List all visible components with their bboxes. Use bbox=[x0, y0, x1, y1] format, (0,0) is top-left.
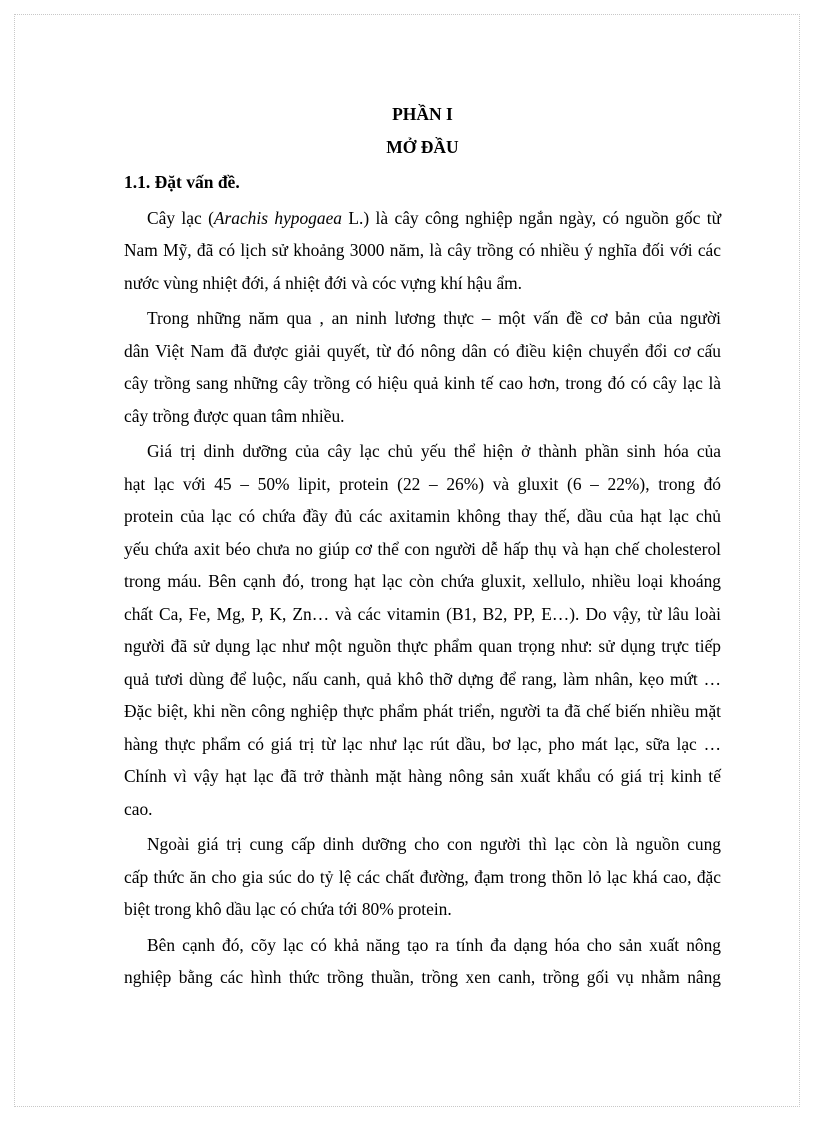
paragraph-4-line-2: cấp thức ăn cho gia súc do tỷ lệ các chất đường, đạm trong thõn lỏ lạc khá cao, đặc bbox=[124, 866, 721, 887]
paragraph-3-line-6: chất Ca, Fe, Mg, P, K, Zn… và các vitamin (B1, B2, PP, E…). Do vậy, từ lâu loài bbox=[124, 603, 721, 624]
text-run: Cây lạc ( bbox=[147, 207, 214, 228]
paragraph-5 bbox=[124, 929, 721, 994]
paragraph-2 bbox=[124, 302, 721, 432]
paragraph-3-line-9: Đặc biệt, khi nền công nghiệp thực phẩm phát triển, người ta đã chế biến nhiều mặt bbox=[124, 701, 721, 721]
paragraph-3-line-4: yếu chứa axit béo chưa no giúp cơ thể con người dễ hấp thụ và hạn chế cholesterol bbox=[124, 538, 721, 559]
paragraph-2-line-2: dân Việt Nam đã được giải quyết, từ đó nông dân có điều kiện chuyển đổi cơ cấu bbox=[124, 340, 721, 361]
paragraph-3-line-3: protein của lạc có chứa đầy đủ các axitamin không thay thế, dầu của hạt lạc chủ bbox=[124, 506, 721, 526]
paragraph-1 bbox=[124, 202, 721, 300]
section-heading: 1.1. Đặt vấn đề. bbox=[124, 172, 240, 192]
chapter-title: MỞ ĐẦU bbox=[386, 136, 459, 157]
paragraph-1-line-3: nước vùng nhiệt đới, á nhiệt đới và cóc vựng khí hậu ẩm. bbox=[124, 272, 523, 293]
scientific-name: Arachis hypogaea bbox=[213, 207, 342, 228]
paragraph-5-line-1: Bên cạnh đó, cõy lạc có khả năng tạo ra tính đa dạng hóa cho sản xuất nông bbox=[147, 934, 721, 955]
paragraph-3-line-7: người đã sử dụng lạc như một nguồn thực phẩm quan trọng như: sử dụng trực tiếp bbox=[124, 636, 721, 656]
paragraph-3-line-12: cao. bbox=[124, 798, 153, 819]
paragraph-4 bbox=[124, 828, 721, 926]
paragraph-1-line-2: Nam Mỹ, đã có lịch sử khoảng 3000 năm, là cây trồng có nhiều ý nghĩa đối với các bbox=[124, 240, 721, 260]
paragraph-4-line-1: Ngoài giá trị cung cấp dinh dưỡng cho con người thì lạc còn là nguồn cung bbox=[147, 834, 721, 854]
paragraph-3 bbox=[124, 435, 721, 825]
paragraph-3-line-1: Giá trị dinh dưỡng của cây lạc chủ yếu thể hiện ở thành phần sinh hóa của bbox=[147, 441, 721, 461]
paragraph-3-line-2: hạt lạc với 45 – 50% lipit, protein (22 – 26%) và gluxit (6 – 22%), trong đó bbox=[124, 473, 721, 494]
paragraph-2-line-1: Trong những năm qua , an ninh lương thực – một vấn đề cơ bản của người bbox=[147, 308, 721, 328]
text-run: L.) là cây công nghiệp ngắn ngày, có nguồn gốc từ bbox=[341, 207, 721, 228]
paragraph-1-line-1 bbox=[124, 202, 721, 235]
paragraph-2-line-4: cây trồng được quan tâm nhiều. bbox=[124, 405, 345, 426]
paragraph-3-line-11: Chính vì vậy hạt lạc đã trở thành mặt hàng nông sản xuất khẩu có giá trị kinh tế bbox=[124, 766, 721, 786]
document-body bbox=[124, 98, 721, 994]
part-heading: PHẦN I bbox=[392, 104, 453, 124]
paragraph-4-line-3: biệt trong khô dầu lạc có chứa tới 80% protein. bbox=[124, 899, 452, 919]
paragraph-3-line-8: quả tươi dùng để luộc, nấu canh, quả khô thỡ dựng để rang, làm nhân, kẹo mứt … bbox=[124, 668, 721, 689]
paragraph-3-line-5: trong máu. Bên cạnh đó, trong hạt lạc còn chứa gluxit, xellulo, nhiều loại khoáng bbox=[124, 571, 721, 591]
paragraph-3-line-10: hàng thực phẩm có giá trị từ lạc như lạc rút dầu, bơ lạc, pho mát lạc, sữa lạc … bbox=[124, 733, 721, 754]
paragraph-5-line-2: nghiệp bằng các hình thức trồng thuần, trồng xen canh, trồng gối vụ nhằm nâng bbox=[124, 967, 721, 987]
paragraph-2-line-3: cây trồng sang những cây trồng có hiệu quả kinh tế cao hơn, trong đó có cây lạc là bbox=[124, 373, 721, 393]
